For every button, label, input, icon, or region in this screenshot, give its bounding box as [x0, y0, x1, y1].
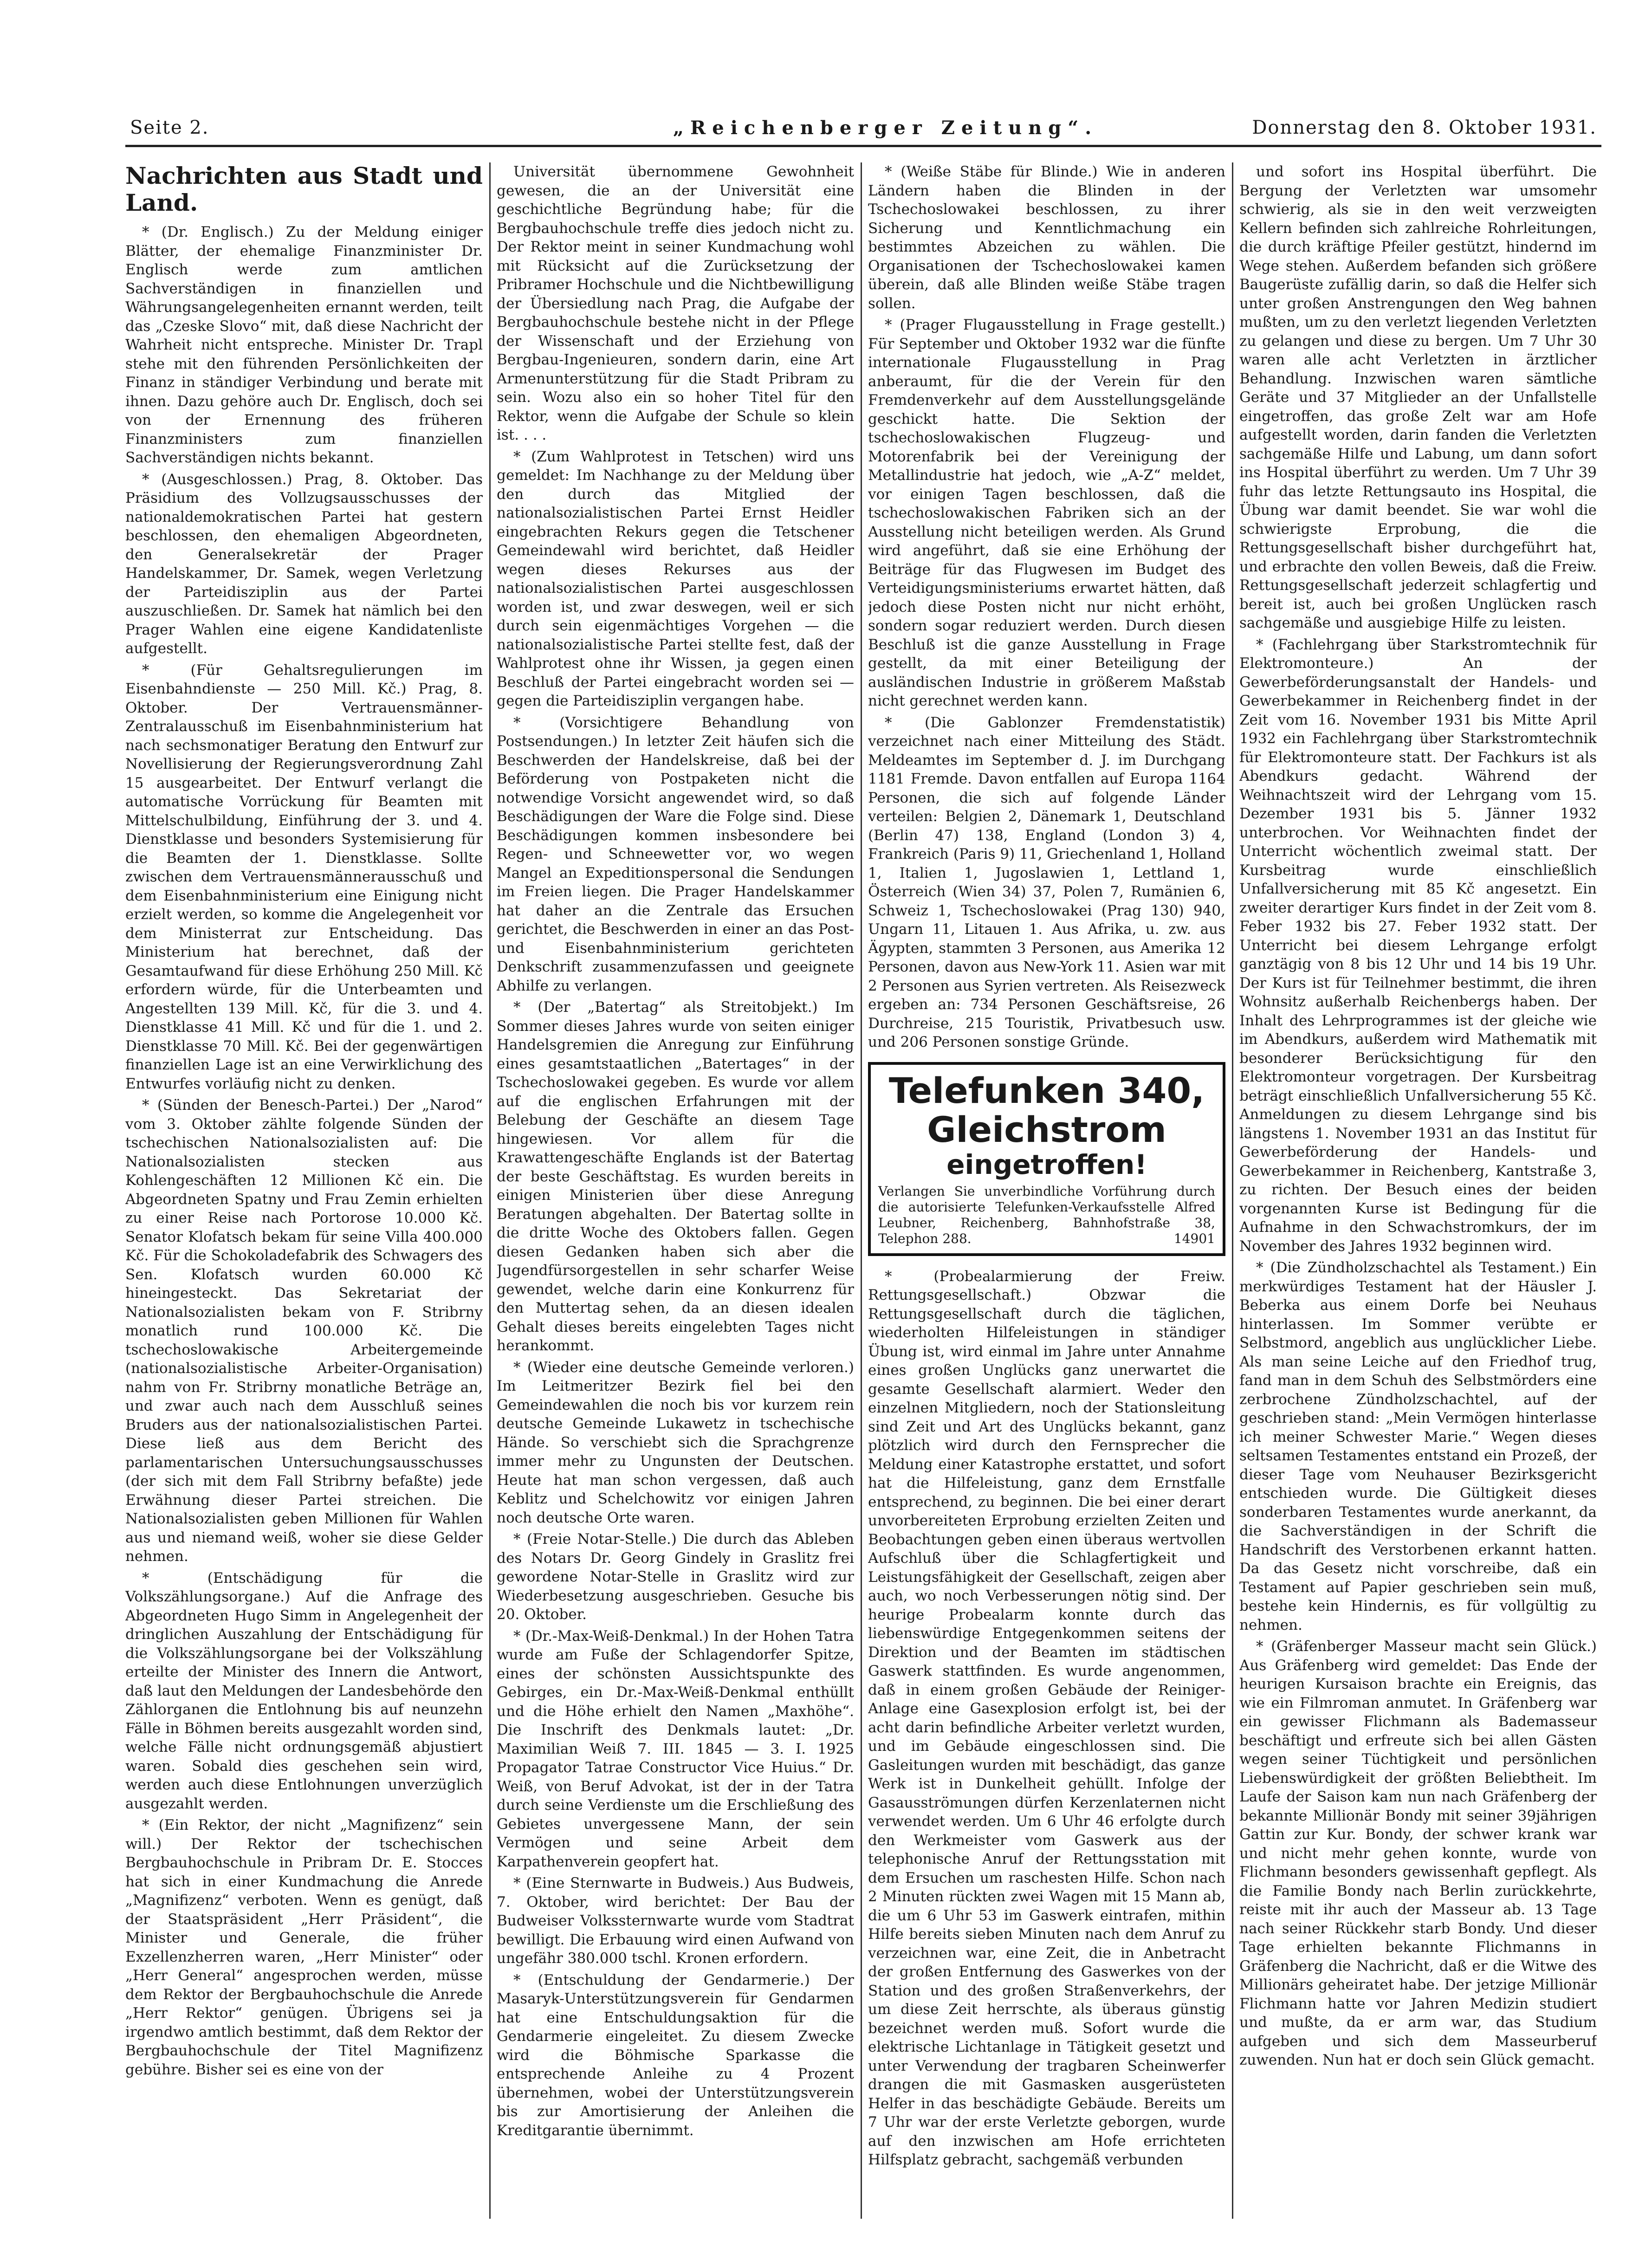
- article: * (Die Gablonzer Fremdenstatistik) verzeichnet nach einer Mitteilung des Städt. Meldeamtes im September d. J. im Durchgang 1181 Fremde. Davon entfallen auf Europa 1164 Personen, die sich auf folgende Länder verteilen: Belgien 2, Dänemark 1, Deutschland (Berlin 47) 138, England (London 3) 4, Frankreich (Paris 9) 11, Griechenland 1, Holland 1, Italien 1, Jugoslawien 1, Lettland 1, Österreich (Wien 34) 37, Polen 7, Rumänien 6, Schweiz 1, Tschechoslowakei (Prag 130) 940, Ungarn 11, Litauen 1. Aus Afrika, u. zw. aus Ägypten, stammten 3 Personen, aus Amerika 12 Personen, davon aus New-York 11. Asien war mit 2 Personen aus Syrien vertreten. Als Reisezweck ergeben an: 734 Personen Geschäftsreise, 26 Durchreise, 215 Touristik, Privatbesuch usw. und 206 Personen sonstige Gründe.: [868, 714, 1225, 1050]
- article: * (Gräfenberger Masseur macht sein Glück.) Aus Gräfenberg wird gemeldet: Das Ende der heurigen Kursaison brachte ein Ereignis, das wie ein Filmroman anmutet. In Gräfenberg war ein gewisser Flichmann als Bademasseur beschäftigt und erfreute sich bei allen Gästen wegen seiner Tüchtigkeit und persönlichen Liebenswürdigkeit der größten Beliebtheit. Im Laufe der Saison kam nun nach Gräfenberg der bekannte Millionär Bondy mit seiner 39jährigen Gattin zur Kur. Bondy, der schwer krank war und nicht mehr gehen konnte, wurde von Flichmann besonders gewissenhaft gepflegt. Als die Familie Bondy nach Berlin zurückkehrte, reiste mit ihr auch der Masseur ab. 13 Tage nach seiner Rückkehr starb Bondy. Und dieser Tage erhielten bekannte Flichmanns in Gräfenberg die Nachricht, daß er die Witwe des Millionärs geheiratet habe. Der jetzige Millionär Flichmann hatte vor Jahren Medizin studiert und mußte, da er arm war, das Studium aufgeben und sich dem Masseurberuf zuwenden. Nun hat er doch sein Glück gemacht.: [1239, 1638, 1597, 2068]
- page-label: Seite 2.: [130, 117, 209, 138]
- column-divider: [489, 162, 491, 2219]
- column-2: [497, 162, 854, 2219]
- ad-number: 14901: [1173, 1231, 1215, 1246]
- telefunken-advertisement: [868, 1062, 1225, 1256]
- article: * (Prager Flugausstellung in Frage gestellt.) Für September und Oktober 1932 war die fünfte internationale Flugausstellung in Prag anberaumt, für die der Verein für den Fremdenverkehr auf dem Ausstellungsgelände geschickt hatte. Die Sektion der tschechoslowakischen Flugzeug- und Motorenfabrik bei der Vereinigung der Metallindustrie hat jedoch, wie „A-Z“ meldet, vor einigen Tagen beschlossen, daß die tschechoslowakischen Fabriken sich an der Ausstellung nicht beteiligen werden. Als Grund wird angeführt, daß sie eine Erhöhung der Beiträge für das Flugwesen im Budget des Verteidigungsministeriums erwartet hätten, daß jedoch diese Posten nicht nur nicht erhöht, sondern sogar reduziert werden. Durch diesen Beschluß ist die ganze Ausstellung in Frage gestellt, da mit einer Beteiligung der ausländischen Industrie in größerem Maßstab nicht gerechnet werden kann.: [868, 317, 1225, 709]
- article: * (Sünden der Benesch-Partei.) Der „Narod“ vom 3. Oktober zählte folgende Sünden der tschechischen Nationalsozialisten auf: Die Nationalsozialisten stecken aus Kohlengeschäften 12 Millionen Kč ein. Die Abgeordneten Spatny und Frau Zemin erhielten zu einer Reise nach Portorose 10.000 Kč. Senator Klofatsch bekam für seine Villa 400.000 Kč. Für die Schokoladefabrik des Schwagers des Sen. Klofatsch wurden 60.000 Kč hineingesteckt. Das Sekretariat der Nationalsozialisten bekam von F. Stribrny monatlich rund 100.000 Kč. Die tschechoslowakische Arbeitergemeinde (nationalsozialistische Arbeiter-Organisation) nahm von Fr. Stribrny monatliche Beträge an, und zwar auch nach dem Ausschluß seines Bruders aus der nationalsozialistischen Partei. Diese ließ aus dem Bericht des parlamentarischen Untersuchungsausschusses (der sich mit dem Fall Stribrny befaßte) jede Erwähnung dieser Partei streichen. Die Nationalsozialisten geben Millionen für Wahlen aus und niemand weiß, woher sie diese Gelder nehmen.: [125, 1097, 483, 1565]
- article: * (Freie Notar-Stelle.) Die durch das Ableben des Notars Dr. Georg Gindely in Graslitz frei gewordene Notar-Stelle in Graslitz wird zur Wiederbesetzung ausgeschrieben. Gesuche bis 20. Oktober.: [497, 1531, 854, 1623]
- article: * (Dr. Englisch.) Zu der Meldung einiger Blätter, der ehemalige Finanzminister Dr. Englisch werde zum amtlichen Sachverständigen in finanziellen und Währungsangelegenheiten ernannt werden, teilt das „Czeske Slovo“ mit, daß diese Nachricht der Wahrheit nicht entspreche. Minister Dr. Trapl stehe mit den führenden Persönlichkeiten der Finanz in ständiger Verbindung und berate mit ihnen. Dazu gehöre auch Dr. Englisch, doch sei von der Ernennung des früheren Finanzministers zum finanziellen Sachverständigen nichts bekannt.: [125, 224, 483, 466]
- article: * (Dr.-Max-Weiß-Denkmal.) In der Hohen Tatra wurde am Fuße der Schlagendorfer Spitze, eines der schönsten Aussichtspunkte des Gebirges, ein Dr.-Max-Weiß-Denkmal enthüllt und die Höhe erhielt den Namen „Maxhöhe“. Die Inschrift des Denkmals lautet: „Dr. Maximilian Weiß 7. III. 1845 — 3. I. 1925 Propagator Tatrae Constructor Vice Huius.“ Dr. Weiß, von Beruf Advokat, ist der in der Tatra durch seine Verdienste um die Erschließung des Gebietes unvergessene Mann, der sein Vermögen und seine Arbeit dem Karpathenverein geopfert hat.: [497, 1627, 854, 1870]
- column-4: [1239, 162, 1597, 2219]
- article: und sofort ins Hospital überführt. Die Bergung der Verletzten war umsomehr schwierig, als sie in den weit verzweigten Kellern befinden sich zahlreiche Rohrleitungen, die durch kräftige Pfeiler gestützt, hindernd im Wege stehen. Außerdem befanden sich größere Baugerüste zufällig darin, so daß die Helfer sich unter großen Anstrengungen den Weg bahnen mußten, um zu den verletzt liegenden Verletzten zu gelangen und diese zu bergen. Um 7 Uhr 30 waren alle acht Verletzten in ärztlicher Behandlung. Inzwischen waren sämtliche Geräte und 37 Mitglieder an der Unfallstelle eingetroffen, das große Zelt war am Hofe aufgestellt worden, darin fanden die Verletzten sachgemäße Hilfe und Labung, um dann sofort ins Hospital überführt zu werden. Um 7 Uhr 39 fuhr das letzte Rettungsauto ins Hospital, die Übung war damit beendet. Sie war wohl die schwierigste Erprobung, die die Rettungsgesellschaft bisher durchgeführt hat, und erbrachte den vollen Beweis, daß die Freiw. Rettungsgesellschaft jederzeit schlagfertig und bereit ist, auch bei großen Unglücken rasch sachgemäße und ausgiebige Hilfe zu leisten.: [1239, 163, 1597, 631]
- article: * (Zum Wahlprotest in Tetschen) wird uns gemeldet: Im Nachhange zu der Meldung über den durch das Mitglied der nationalsozialistischen Partei Ernst Heidler eingebrachten Rekurs gegen die Tetschener Gemeindewahl wird berichtet, daß Heidler wegen dieses Rekurses aus der nationalsozialistischen Partei ausgeschlossen worden ist, und zwar deswegen, weil er sich durch sein eigenmächtiges Vorgehen — die nationalsozialistische Partei stellte fest, daß der Wahlprotest ohne ihr Wissen, ja gegen einen Beschluß der Partei eingebracht worden sei — gegen die Parteidisziplin vergangen habe.: [497, 448, 854, 709]
- article: * (Für Gehaltsregulierungen im Eisenbahndienste — 250 Mill. Kč.) Prag, 8. Oktober. Der Vertrauensmänner-Zentralausschuß im Eisenbahnministerium hat nach sechsmonatiger Beratung den Entwurf zur Novellisierung der Regierungsverordnung Zahl 15 ausgearbeitet. Der Entwurf verlangt die automatische Vorrückung für Beamten mit Mittelschulbildung, Einführung der 3. und 4. Dienstklasse und besonders Systemisierung für die Beamten der 1. Dienstklasse. Sollte zwischen dem Vertrauensmännerausschuß und dem Eisenbahnministerium eine Einigung nicht erzielt werden, so komme die Angelegenheit vor dem Ministerrat zur Entscheidung. Das Ministerium hat berechnet, daß der Gesamtaufwand für diese Erhöhung 250 Mill. Kč erfordern würde, für die Unterbeamten und Angestellten 139 Mill. Kč, für die 3. und 4. Dienstklasse 41 Mill. Kč und für die 1. und 2. Dienstklasse 70 Mill. Kč. Bei der gegenwärtigen finanziellen Lage ist an eine Verwirklichung des Entwurfes vorläufig nicht zu denken.: [125, 661, 483, 1092]
- masthead: [125, 111, 1601, 144]
- article: * (Entschuldung der Gendarmerie.) Der Masaryk-Unterstützungsverein für Gendarmen hat eine Entschuldungsaktion für die Gendarmerie eingeleitet. Zu diesem Zwecke wird die Böhmische Sparkasse die entsprechende Anleihe zu 4 Prozent übernehmen, wobei der Unterstützungsverein bis zur Amortisierung der Anleihen die Kreditgarantie übernimmt.: [497, 1971, 854, 2139]
- column-1: [125, 162, 483, 2219]
- article: * (Weiße Stäbe für Blinde.) Wie in anderen Ländern haben die Blinden in der Tschechoslowakei beschlossen, zu ihrer Sicherung und Kenntlichmachung ein bestimmtes Abzeichen zu wählen. Die Organisationen der Tschechoslowakei kamen überein, daß alle Blinden weiße Stäbe tragen sollen.: [868, 163, 1225, 312]
- article: * (Entschädigung für die Volkszählungsorgane.) Auf die Anfrage des Abgeordneten Hugo Simm in Angelegenheit der dringlichen Auszahlung der Entschädigung für die Volkszählungsorgane bei der Volkszählung erteilte der Minister des Innern die Antwort, daß laut den Meldungen der Landesbehörde den Zählorganen die Entlohnung bis auf neunzehn Fälle in Böhmen bereits ausgezahlt worden sind, welche Fälle nicht ordnungsgemäß abjustiert waren. Sobald dies geschehen sein wird, werden auch diese Entlohnungen unverzüglich ausgezahlt werden.: [125, 1569, 483, 1812]
- newspaper-page: [125, 111, 1601, 2228]
- article: Universität übernommene Gewohnheit gewesen, die an der Universität eine geschichtliche Begründung habe; für die Bergbauhochschule treffe dies jedoch nicht zu. Der Rektor meint in seiner Kundmachung wohl mit Rücksicht auf die Zurücksetzung der Pribramer Hochschule und die Nichtbewilligung der Übersiedlung nach Prag, die Aufgabe der Bergbauhochschule bestehe nicht in der Pflege der Wissenschaft und der Erziehung von Bergbau-Ingenieuren, sondern darin, eine Art Armenunterstützung für die Stadt Pribram zu sein. Wozu also ein so hoher Titel für den Rektor, wenn die Aufgabe der Schule so klein ist. . . .: [497, 163, 854, 443]
- column-divider: [861, 162, 862, 2219]
- article: * (Die Zündholzschachtel als Testament.) Ein merkwürdiges Testament hat der Häusler J. Beberka aus einem Dorfe bei Neuhaus hinterlassen. Im Sommer verübte er Selbstmord, angeblich aus unglücklicher Liebe. Als man seine Leiche auf den Friedhof trug, fand man in dem Schuh des Selbstmörders eine zerbrochene Zündholzschachtel, auf der geschrieben stand: „Mein Vermögen hinterlasse ich meiner Schwester Marie.“ Wegen dieses seltsamen Testamentes entstand ein Prozeß, der dieser Tage vom Neuhauser Bezirksgericht entschieden wurde. Die Gültigkeit dieses sonderbaren Testamentes wurde anerkannt, da die Sachverständigen in der Schrift die Handschrift des Verstorbenen erkannt hatten. Da das Gesetz nicht vorschreibe, daß ein Testament auf Papier geschrieben sein muß, bestehe kein Hindernis, es für vollgültig zu nehmen.: [1239, 1259, 1597, 1633]
- article: * (Eine Sternwarte in Budweis.) Aus Budweis, 7. Oktober, wird berichtet: Der Bau der Budweiser Volkssternwarte wurde vom Stadtrat bewilligt. Die Erbauung wird einen Aufwand von ungefähr 380.000 tschl. Kronen erfordern.: [497, 1875, 854, 1967]
- article: * (Ausgeschlossen.) Prag, 8. Oktober. Das Präsidium des Vollzugsausschusses der nationaldemokratischen Partei hat gestern beschlossen, den ehemaligen Abgeordneten, den Generalsekretär der Prager Handelskammer, Dr. Samek, wegen Verletzung der Parteidisziplin aus der Partei auszuschließen. Dr. Samek hat nämlich bei den Prager Wahlen eine eigene Kandidatenliste aufgestellt.: [125, 471, 483, 657]
- section-heading: Nachrichten aus Stadt und Land.: [125, 162, 483, 216]
- article: * (Fachlehrgang über Starkstromtechnik für Elektromonteure.) An der Gewerbeförderungsanstalt der Handels- und Gewerbekammer in Reichenberg findet in der Zeit vom 16. November 1931 bis Mitte April 1932 ein Fachlehrgang über Starkstromtechnik für Elektromonteure statt. Der Fachkurs ist als Abendkurs gedacht. Während der Weihnachtszeit wird der Lehrgang vom 15. Dezember 1931 bis 5. Jänner 1932 unterbrochen. Vor Weihnachten findet der Unterricht wöchentlich zweimal statt. Der Kursbeitrag wurde einschließlich Unfallversicherung mit 85 Kč angesetzt. Ein zweiter derartiger Kurs findet in der Zeit vom 8. Feber 1932 bis 27. Feber 1932 statt. Der Unterricht bei diesem Lehrgange erfolgt ganztägig von 8 bis 12 Uhr und 14 bis 19 Uhr. Der Kurs ist für Teilnehmer bestimmt, die ihren Wohnsitz außerhalb Reichenbergs haben. Der Inhalt des Lehrprogrammes ist der gleiche wie im Abendkurs, außerdem wird Mathematik mit besonderer Berücksichtigung für den Elektromonteur vorgetragen. Der Kursbeitrag beträgt einschließlich Unfallversicherung 55 Kč. Anmeldungen zu diesem Lehrgange sind bis längstens 1. November 1931 an das Institut für Gewerbeförderung der Handels- und Gewerbekammer in Reichenberg, Kantstraße 3, zu richten. Der Besuch eines der beiden vorgenannten Kurse ist Bedingung für die Aufnahme in den Schwachstromkurs, der im November des Jahres 1932 beginnen wird.: [1239, 636, 1597, 1255]
- paper-title: „Reichenberger Zeitung“.: [673, 117, 1098, 139]
- issue-date: Donnerstag den 8. Oktober 1931.: [1252, 117, 1597, 138]
- ad-text: [878, 1184, 1215, 1247]
- ad-subtitle: eingetroffen!: [946, 1148, 1147, 1180]
- article: * (Vorsichtigere Behandlung von Postsendungen.) In letzter Zeit häufen sich die Beschwerden der Handelskreise, daß bei der Beförderung von Postpaketen nicht die notwendige Vorsicht angewendet wird, so daß Beschädigungen der Ware die Folge sind. Diese Beschädigungen kommen insbesondere bei Regen- und Schneewetter vor, wo wegen Mangel an Expeditionspersonal die Sendungen im Freien liegen. Die Prager Handelskammer hat daher an die Zentrale das Ersuchen gerichtet, die Beschwerden in einer an das Post- und Eisenbahnministerium gerichteten Denkschrift zusammenzufassen und geeignete Abhilfe zu verlangen.: [497, 714, 854, 994]
- masthead-rule: [125, 145, 1601, 147]
- article: * (Ein Rektor, der nicht „Magnifizenz“ sein will.) Der Rektor der tschechischen Bergbauhochschule in Pribram Dr. E. Stocces hat sich in einer Kundmachung die Anrede „Magnifizenz“ verboten. Wenn es genügt, daß der Staatspräsident „Herr Präsident“, die Minister und Generale, die früher Exzellenzherren waren, „Herr Minister“ oder „Herr General“ angesprochen werden, müsse dem Rektor der Bergbauhochschule die Anrede „Herr Rektor“ genügen. Übrigens sei ja irgendwo amtlich bestimmt, daß dem Rektor der Bergbauhochschule der Titel Magnifizenz gebühre. Bisher sei es eine von der: [125, 1817, 483, 2078]
- column-3: [868, 162, 1225, 2219]
- ad-body: Verlangen Sie unverbindliche Vorführung durch die autorisierte Telefunken-Verkaufsstelle Alfred Leubner, Reichenberg, Bahnhofstraße 38, Telephon 288.: [878, 1183, 1215, 1246]
- article: * (Der „Batertag“ als Streitobjekt.) Im Sommer dieses Jahres wurde von seiten einiger Handelsgremien die Anregung zur Einführung eines gesamtstaatlichen „Batertages“ in der Tschechoslowakei gegeben. Es wurde vor allem auf die englischen Erfahrungen mit der Belebung der Geschäfte an diesem Tage hingewiesen. Vor allem für die Krawattengeschäfte Englands ist der Batertag der beste Geschäftstag. Es wurden bereits in einigen Ministerien über diese Anregung Beratungen abgehalten. Der Batertag sollte in die dritte Woche des Oktobers fallen. Gegen diesen Gedanken haben sich aber die Jugendfürsorgestellen in sehr scharfer Weise gewendet, welche darin eine Konkurrenz für den Muttertag sehen, da an diesen idealen Gehalt dieses bereits eingelebten Tages nicht herankommt.: [497, 999, 854, 1354]
- article: * (Probealarmierung der Freiw. Rettungsgesellschaft.) Obzwar die Rettungsgesellschaft durch die täglichen, wiederholten Hilfeleistungen in ständiger Übung ist, wird einmal im Jahre unter Annahme eines großen Unglücks ganz unerwartet die gesamte Gesellschaft alarmiert. Weder den einzelnen Mitgliedern, noch der Stationsleitung sind Zeit und Art des Unglücks bekannt, ganz plötzlich wird durch den Fernsprecher die Meldung einer Katastrophe erstattet, und sofort hat die Hilfeleistung, ganz dem Ernstfalle entsprechend, zu beginnen. Die bei einer derart unvorbereiteten Erprobung erzielten Zeiten und Beobachtungen geben einen überaus wertvollen Aufschluß über die Schlagfertigkeit und Leistungsfähigkeit der Gesellschaft, zeigen aber auch, wo noch Verbesserungen nötig sind. Der heurige Probealarm konnte durch das liebenswürdige Entgegenkommen seitens der Direktion und der Beamten im städtischen Gaswerk stattfinden. Es wurde angenommen, daß in einem großen Gebäude der Reiniger-Anlage eine Gasexplosion erfolgt ist, bei der acht darin befindliche Arbeiter verletzt wurden, und im Gebäude eingeschlossen sind. Die Gasleitungen wurden mit beschädigt, das ganze Werk ist in Dunkelheit gehüllt. Infolge der Gasausströmungen dürfen Kerzenlaternen nicht verwendet werden. Um 6 Uhr 46 erfolgte durch den Werkmeister vom Gaswerk aus der telephonische Anruf der Rettungsstation mit dem Ersuchen um raschesten Hilfe. Schon nach 2 Minuten rückten zwei Wagen mit 15 Mann ab, die um 6 Uhr 53 im Gaswerk eintrafen, mithin Hilfe bereits sieben Minuten nach dem Anruf zu verzeichnen war, eine Zeit, die in Anbetracht der großen Entfernung des Gaswerkes von der Station und des großen Straßenverkehrs, der um diese Zeit herrschte, als überaus günstig bezeichnet werden muß. Sofort wurde die elektrische Lichtanlage in Tätigkeit gesetzt und unter Verwendung der tragbaren Scheinwerfer drangen die mit Gasmasken ausgerüsteten Helfer in das beschädigte Gebäude. Bereits um 7 Uhr war der erste Verletzte geborgen, wurde auf den inzwischen am Hofe errichteten Hilfsplatz gebracht, sachgemäß verbunden: [868, 1268, 1225, 2168]
- article: * (Wieder eine deutsche Gemeinde verloren.) Im Leitmeritzer Bezirk fiel bei den Gemeindewahlen die noch bis vor kurzem rein deutsche Gemeinde Lukawetz in tschechische Hände. So verschiebt sich die Sprachgrenze immer mehr zu Ungunsten der Deutschen. Heute hat man schon vergessen, daß auch Keblitz und Schelchowitz vor einigen Jahren noch deutsche Orte waren.: [497, 1359, 854, 1526]
- column-divider: [1232, 162, 1233, 2219]
- ad-title: Telefunken 340, Gleichstrom: [888, 1069, 1205, 1150]
